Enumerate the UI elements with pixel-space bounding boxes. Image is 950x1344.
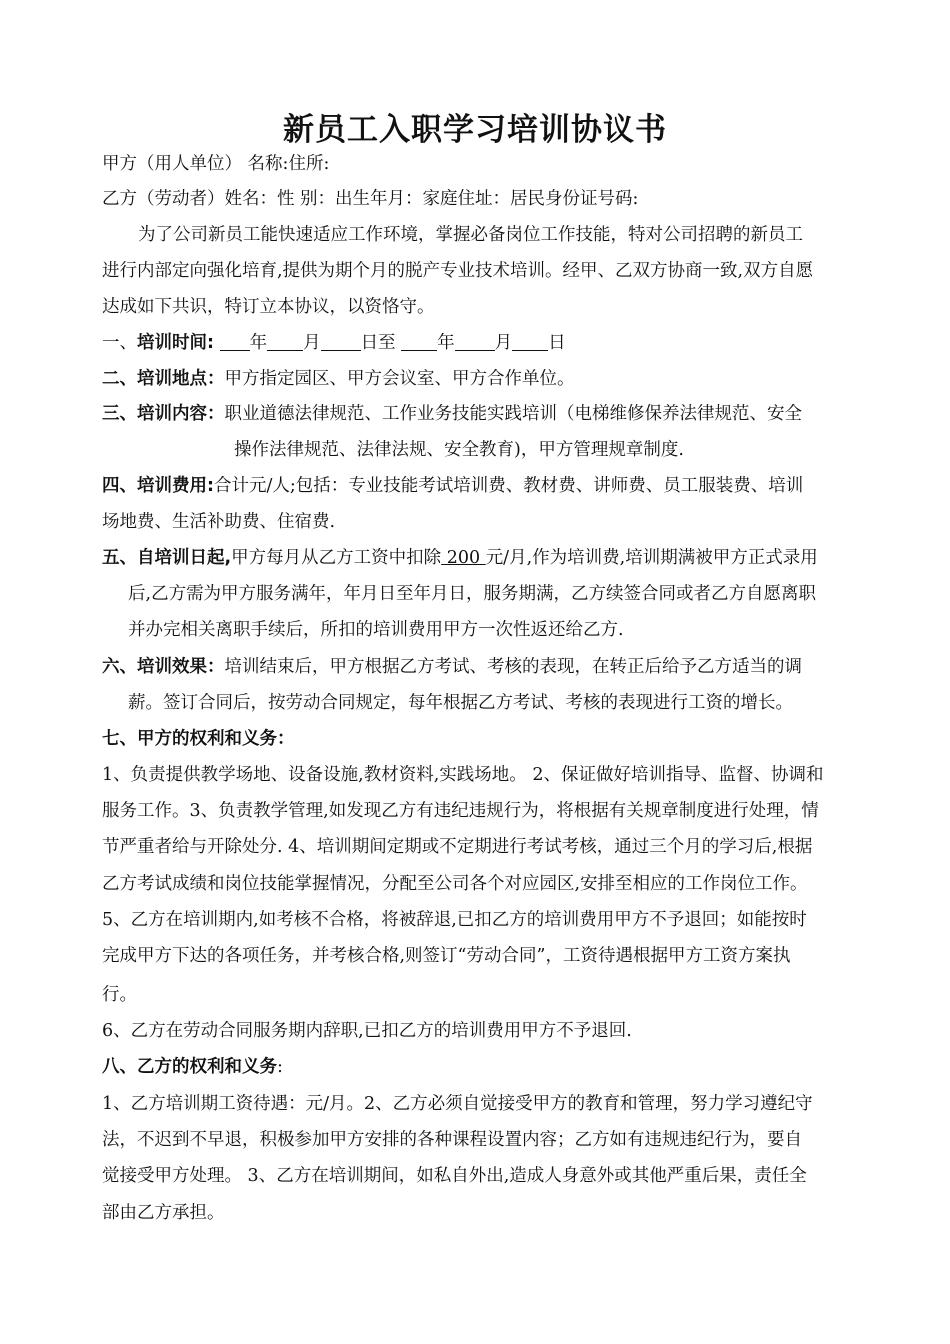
section-8-heading-colon: : xyxy=(277,1057,283,1077)
section-5-fee-deduction xyxy=(102,546,818,570)
section-8-line: 法，不迟到不早退，积极参加甲方安排的各种课程设置内容；乙方如有违规违纪行为，要自 xyxy=(102,1130,802,1150)
section-7-line: 节严重者给与开除处分. 4、培训期间定期或不定期进行考试考核，通过三个月的学习后,根据 xyxy=(102,837,813,857)
section-2-training-location xyxy=(102,367,575,391)
section-8-line: 1、乙方培训期工资待遇：元/月。2、乙方必须自觉接受甲方的教育和管理，努力学习遵纪守 xyxy=(102,1094,813,1114)
section-4-training-fee xyxy=(102,474,803,498)
blank-line xyxy=(267,332,303,351)
section-1-number: 一、 xyxy=(102,333,137,353)
section-3-training-content xyxy=(102,402,802,426)
section-5-text-post: 元/月,作为培训费,培训期满被甲方正式录用 xyxy=(485,548,818,568)
section-1-training-time xyxy=(102,331,566,355)
section-7-line: 乙方考试成绩和岗位技能掌握情况，分配至公司各个对应园区,安排至相应的工作岗位工作。 xyxy=(102,874,808,894)
day-unit: 日 xyxy=(548,333,566,353)
section-3-text-2: 操作法律规范、法律法规、安全教育)，甲方管理规章制度. xyxy=(234,440,684,460)
section-8-heading xyxy=(102,1055,283,1079)
year-unit: 年 xyxy=(437,333,455,353)
intro-line-3: 达成如下共识，特订立本协议，以资恪守。 xyxy=(102,297,435,317)
section-3-label: 三、培训内容： xyxy=(102,404,225,424)
month-unit: 月 xyxy=(494,333,513,353)
section-7-line: 6、乙方在劳动合同服务期内辞职,已扣乙方的培训费用甲方不予退回. xyxy=(102,1021,632,1041)
section-6-label: 六、培训效果： xyxy=(102,657,225,677)
section-7-heading: 七、甲方的权利和义务： xyxy=(102,729,295,749)
blank-line xyxy=(455,332,495,351)
section-7-line: 5、乙方在培训期内,如考核不合格，将被辞退,已扣乙方的培训费用甲方不予退回；如能按时 xyxy=(102,910,807,930)
section-6-text-2: 薪。签订合同后，按劳动合同规定，每年根据乙方考试、考核的表现进行工资的增长。 xyxy=(128,693,793,713)
blank-line xyxy=(321,332,361,351)
section-5-text-3: 并办完相关离职手续后，所扣的培训费用甲方一次性返还给乙方. xyxy=(128,620,624,640)
section-4-text-2: 场地费、生活补助费、住宿费. xyxy=(102,512,336,532)
intro-line-1: 为了公司新员工能快速适应工作环境，掌握必备岗位工作技能，特对公司招聘的新员工 xyxy=(138,225,803,245)
day-to-unit: 日至 xyxy=(360,333,396,353)
section-5-text-2: 后,乙方需为甲方服务满年，年月日至年月日，服务期满，乙方续签合同或者乙方自愿离职 xyxy=(128,584,817,604)
blank-line xyxy=(220,332,250,351)
section-7-line: 服务工作。3、负责教学管理,如发现乙方有违纪违规行为，将根据有关规章制度进行处理，情 xyxy=(102,801,819,821)
blank-line xyxy=(512,332,548,351)
section-6-training-effect xyxy=(102,655,802,679)
section-7-line: 完成甲方下达的各项任务，并考核合格,则签订“劳动合同”，工资待遇根据甲方工资方案执 xyxy=(102,946,791,966)
section-8-heading-text: 八、乙方的权利和义务 xyxy=(102,1057,277,1077)
section-6-text-1: 培训结束后，甲方根据乙方考试、考核的表现，在转正后给予乙方适当的调 xyxy=(224,657,802,677)
deduction-amount: 200 xyxy=(441,548,486,568)
section-2-label: 二、培训地点： xyxy=(102,369,225,389)
year-unit: 年 xyxy=(249,333,268,353)
section-8-line: 部由乙方承担。 xyxy=(102,1203,225,1223)
intro-line-2: 进行内部定向强化培育,提供为期个月的脱产专业技术培训。经甲、乙双方协商一致,双方自愿 xyxy=(102,261,814,281)
section-1-label: 培训时间: xyxy=(137,333,214,353)
section-4-text-1: 合计元/人;包括：专业技能考试培训费、教材费、讲师费、员工服装费、培训 xyxy=(214,476,804,496)
party-a-line: 甲方（用人单位） 名称:住所: xyxy=(102,154,330,174)
blank-line xyxy=(401,332,437,351)
section-7-line: 行。 xyxy=(102,985,137,1005)
section-5-label: 五、自培训日起, xyxy=(102,548,232,568)
section-5-text-pre: 甲方每月从乙方工资中扣除 xyxy=(231,548,442,568)
document-title: 新员工入职学习培训协议书 xyxy=(283,112,667,148)
month-unit: 月 xyxy=(303,333,321,353)
section-7-line: 1、负责提供教学场地、设备设施,教材资料,实践场地。 2、保证做好培训指导、监督、协调和 xyxy=(102,765,824,785)
section-8-line: 觉接受甲方处理。 3、乙方在培训期间，如私自外出,造成人身意外或其他严重后果，责任全 xyxy=(102,1166,807,1186)
section-3-text-1: 职业道德法律规范、工作业务技能实践培训（电梯维修保养法律规范、安全 xyxy=(224,404,802,424)
party-b-line: 乙方（劳动者）姓名：性 别：出生年月：家庭住址：居民身份证号码: xyxy=(102,189,639,209)
section-2-text: 甲方指定园区、甲方会议室、甲方合作单位。 xyxy=(224,369,575,389)
section-4-label: 四、培训费用: xyxy=(102,476,214,496)
